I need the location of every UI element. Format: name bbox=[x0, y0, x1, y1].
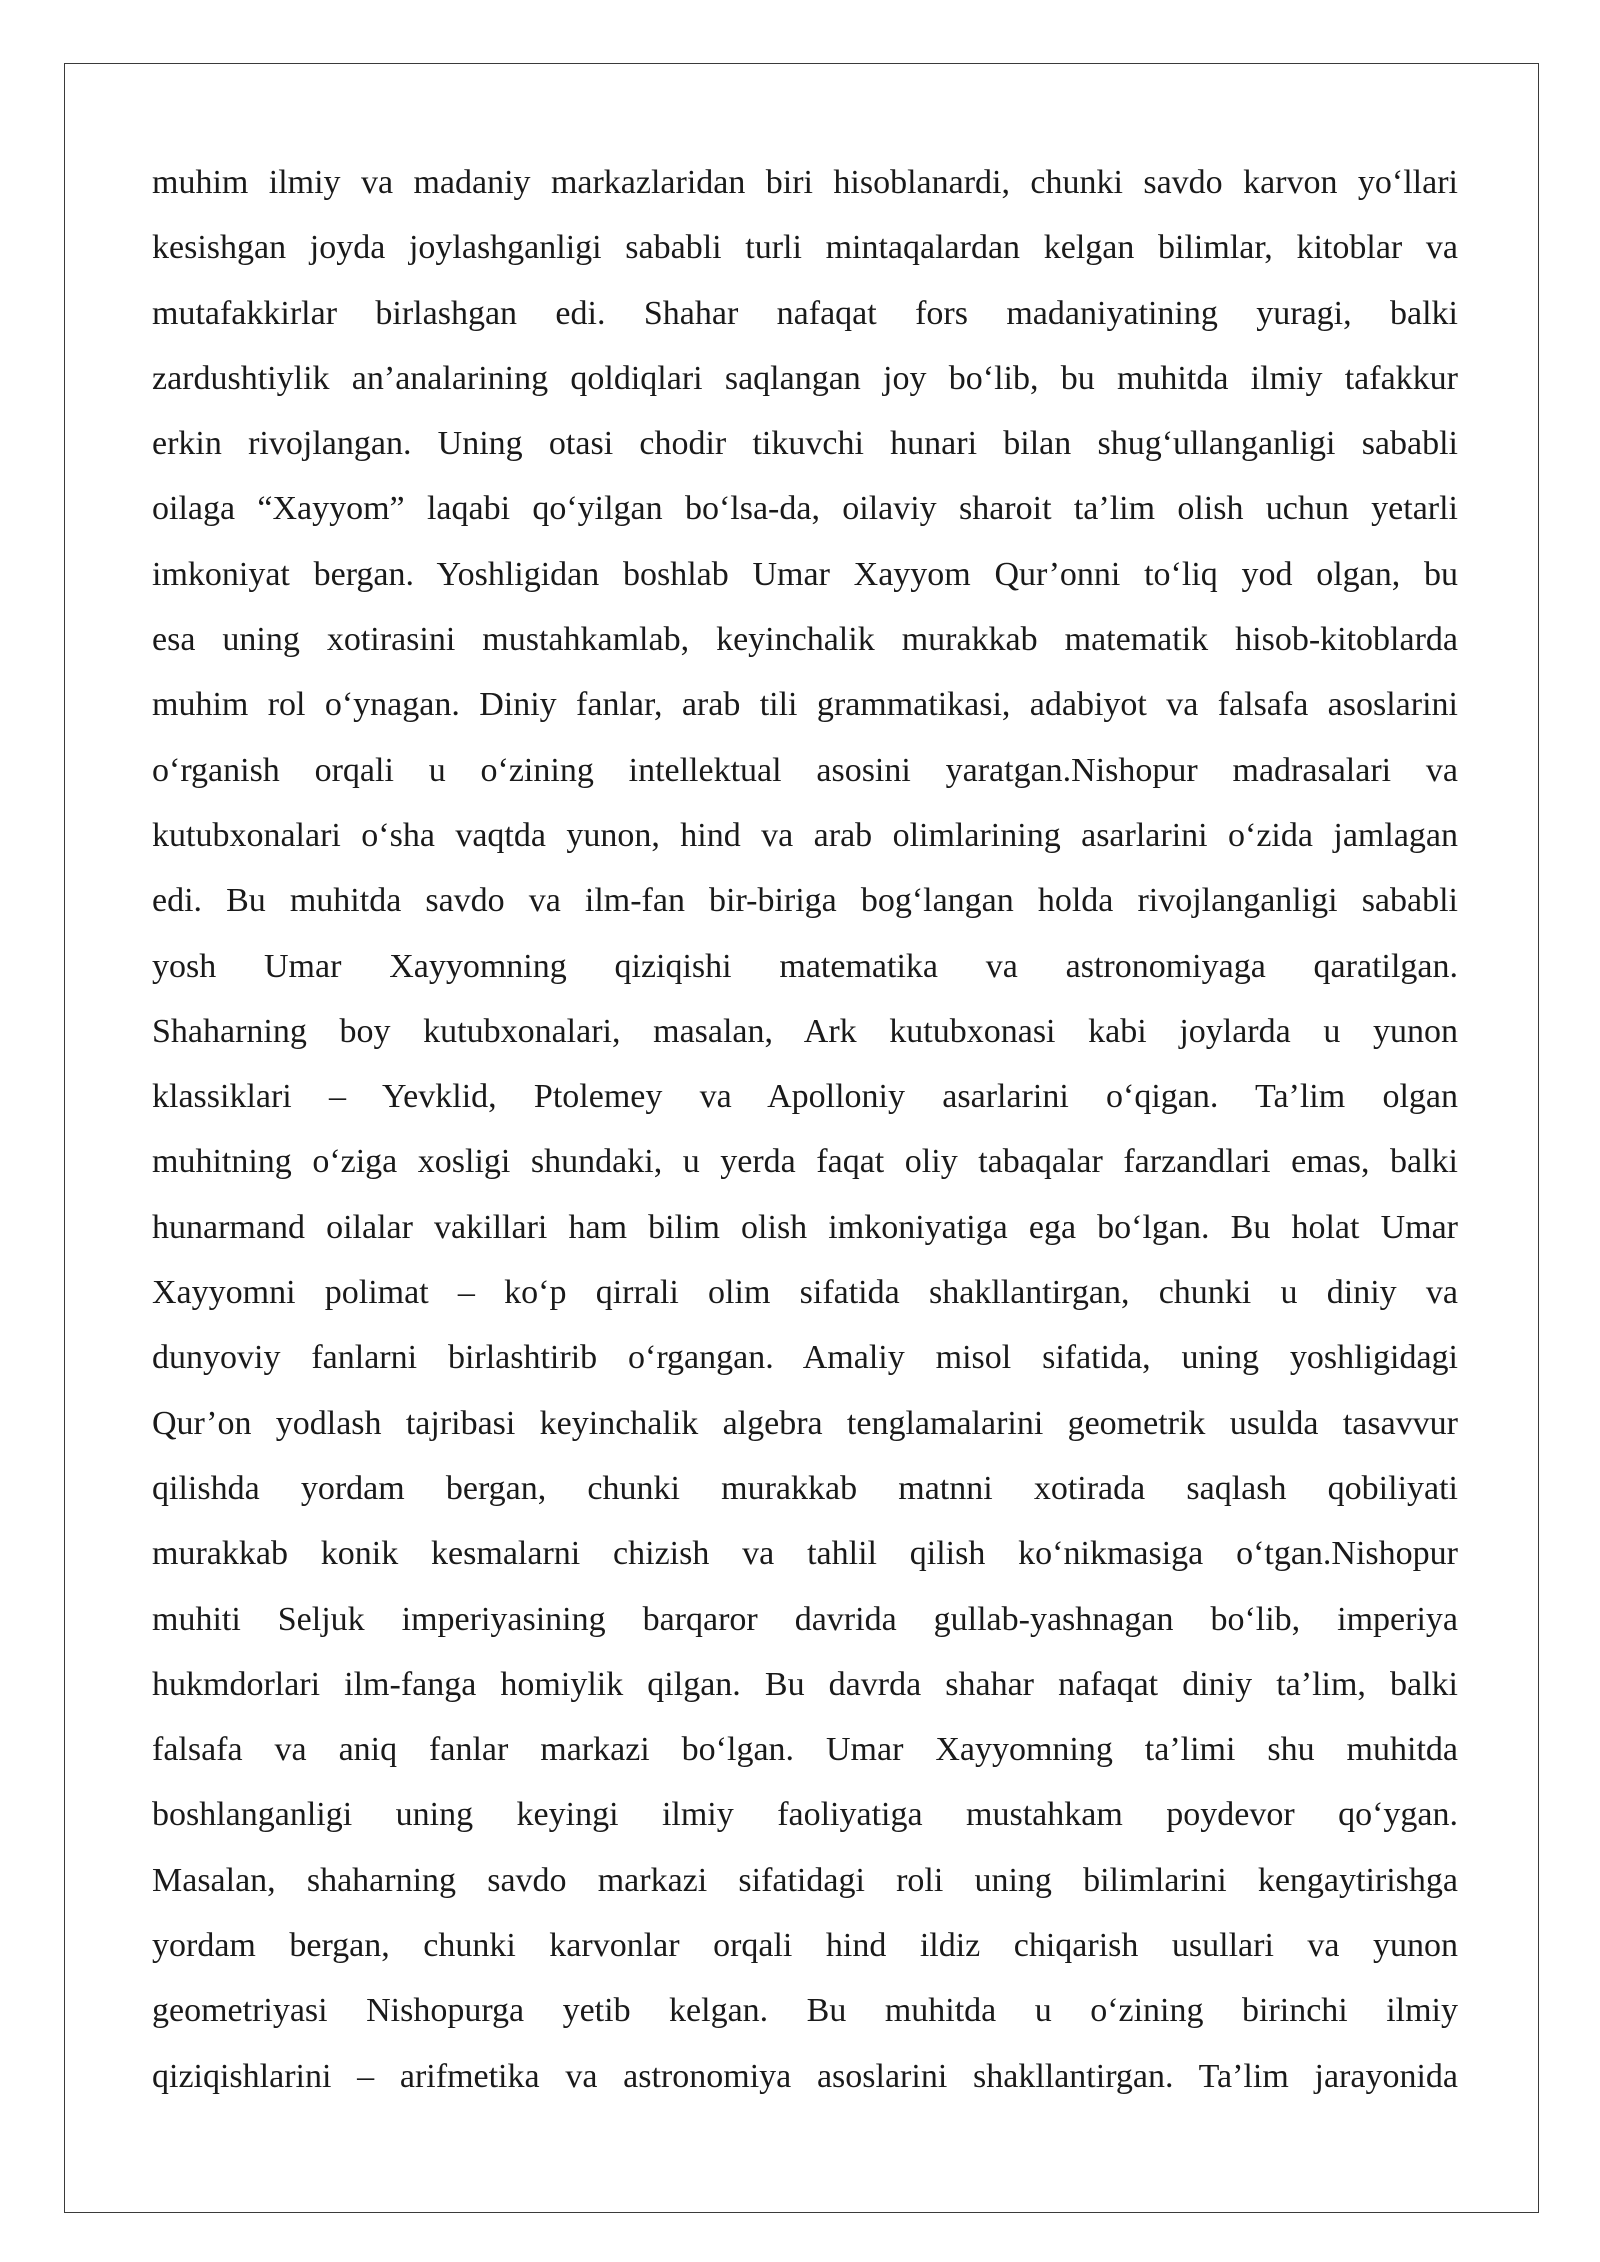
text-line: Xayyomni polimat – ko‘p qirrali olim sifatida shakllantirgan, chunki u diniy va bbox=[152, 1274, 1458, 1312]
text-line: qilishda yordam bergan, chunki murakkab matnni xotirada saqlash qobiliyati bbox=[152, 1469, 1458, 1507]
text-line: qiziqishlarini – arifmetika va astronomiya asoslarini shakllantirgan. Ta’lim jarayonida bbox=[152, 2057, 1458, 2095]
text-line: falsafa va aniq fanlar markazi bo‘lgan. Umar Xayyomning ta’limi shu muhitda bbox=[152, 1731, 1458, 1769]
text-line: yosh Umar Xayyomning qiziqishi matematika va astronomiyaga qaratilgan. bbox=[152, 947, 1458, 985]
text-line: zardushtiylik an’analarining qoldiqlari saqlangan joy bo‘lib, bu muhitda ilmiy tafakkur bbox=[152, 359, 1458, 397]
text-line: muhitning o‘ziga xosligi shundaki, u yerda faqat oliy tabaqalar farzandlari emas, balki bbox=[152, 1143, 1458, 1181]
text-line: imkoniyat bergan. Yoshligidan boshlab Umar Xayyom Qur’onni to‘liq yod olgan, bu bbox=[152, 555, 1458, 593]
text-line: Qur’on yodlash tajribasi keyinchalik algebra tenglamalarini geometrik usulda tasavvur bbox=[152, 1404, 1458, 1442]
text-line: yordam bergan, chunki karvonlar orqali hind ildiz chiqarish usullari va yunon bbox=[152, 1927, 1458, 1965]
text-line: dunyoviy fanlarni birlashtirib o‘rgangan. Amaliy misol sifatida, uning yoshligidagi bbox=[152, 1339, 1458, 1377]
text-line: o‘rganish orqali u o‘zining intellektual asosini yaratgan.Nishopur madrasalari va bbox=[152, 751, 1458, 789]
text-line: mutafakkirlar birlashgan edi. Shahar nafaqat fors madaniyatining yuragi, balki bbox=[152, 294, 1458, 332]
text-line: kesishgan joyda joylashganligi sababli turli mintaqalardan kelgan bilimlar, kitoblar va bbox=[152, 229, 1458, 267]
text-line: geometriyasi Nishopurga yetib kelgan. Bu muhitda u o‘zining birinchi ilmiy bbox=[152, 1992, 1458, 2030]
text-line: boshlanganligi uning keyingi ilmiy faoliyatiga mustahkam poydevor qo‘ygan. bbox=[152, 1796, 1458, 1834]
text-line: muhim ilmiy va madaniy markazlaridan biri hisoblanardi, chunki savdo karvon yo‘llari bbox=[152, 164, 1458, 201]
text-line: hunarmand oilalar vakillari ham bilim olish imkoniyatiga ega bo‘lgan. Bu holat Umar bbox=[152, 1208, 1458, 1246]
text-line: oilaga “Xayyom” laqabi qo‘yilgan bo‘lsa-da, oilaviy sharoit ta’lim olish uchun yetarli bbox=[152, 490, 1458, 528]
text-line: muhiti Seljuk imperiyasining barqaror davrida gullab-yashnagan bo‘lib, imperiya bbox=[152, 1600, 1458, 1638]
text-line: muhim rol o‘ynagan. Diniy fanlar, arab tili grammatikasi, adabiyot va falsafa asoslarini bbox=[152, 686, 1458, 724]
text-line: erkin rivojlangan. Uning otasi chodir tikuvchi hunari bilan shug‘ullanganligi sababli bbox=[152, 425, 1458, 463]
text-line: hukmdorlari ilm-fanga homiylik qilgan. Bu davrda shahar nafaqat diniy ta’lim, balki bbox=[152, 1665, 1458, 1703]
text-line: kutubxonalari o‘sha vaqtda yunon, hind va arab olimlarining asarlarini o‘zida jamlagan bbox=[152, 816, 1458, 854]
text-line: Masalan, shaharning savdo markazi sifatidagi roli uning bilimlarini kengaytirishga bbox=[152, 1861, 1458, 1899]
text-line: edi. Bu muhitda savdo va ilm-fan bir-biriga bog‘langan holda rivojlanganligi sababli bbox=[152, 882, 1458, 920]
text-line: esa uning xotirasini mustahkamlab, keyinchalik murakkab matematik hisob-kitoblarda bbox=[152, 621, 1458, 659]
body-paragraph bbox=[152, 150, 1458, 2109]
text-line: murakkab konik kesmalarni chizish va tahlil qilish ko‘nikmasiga o‘tgan.Nishopur bbox=[152, 1535, 1458, 1573]
text-line: klassiklari – Yevklid, Ptolemey va Apolloniy asarlarini o‘qigan. Ta’lim olgan bbox=[152, 1078, 1458, 1116]
text-line: Shaharning boy kutubxonalari, masalan, Ark kutubxonasi kabi joylarda u yunon bbox=[152, 1012, 1458, 1050]
